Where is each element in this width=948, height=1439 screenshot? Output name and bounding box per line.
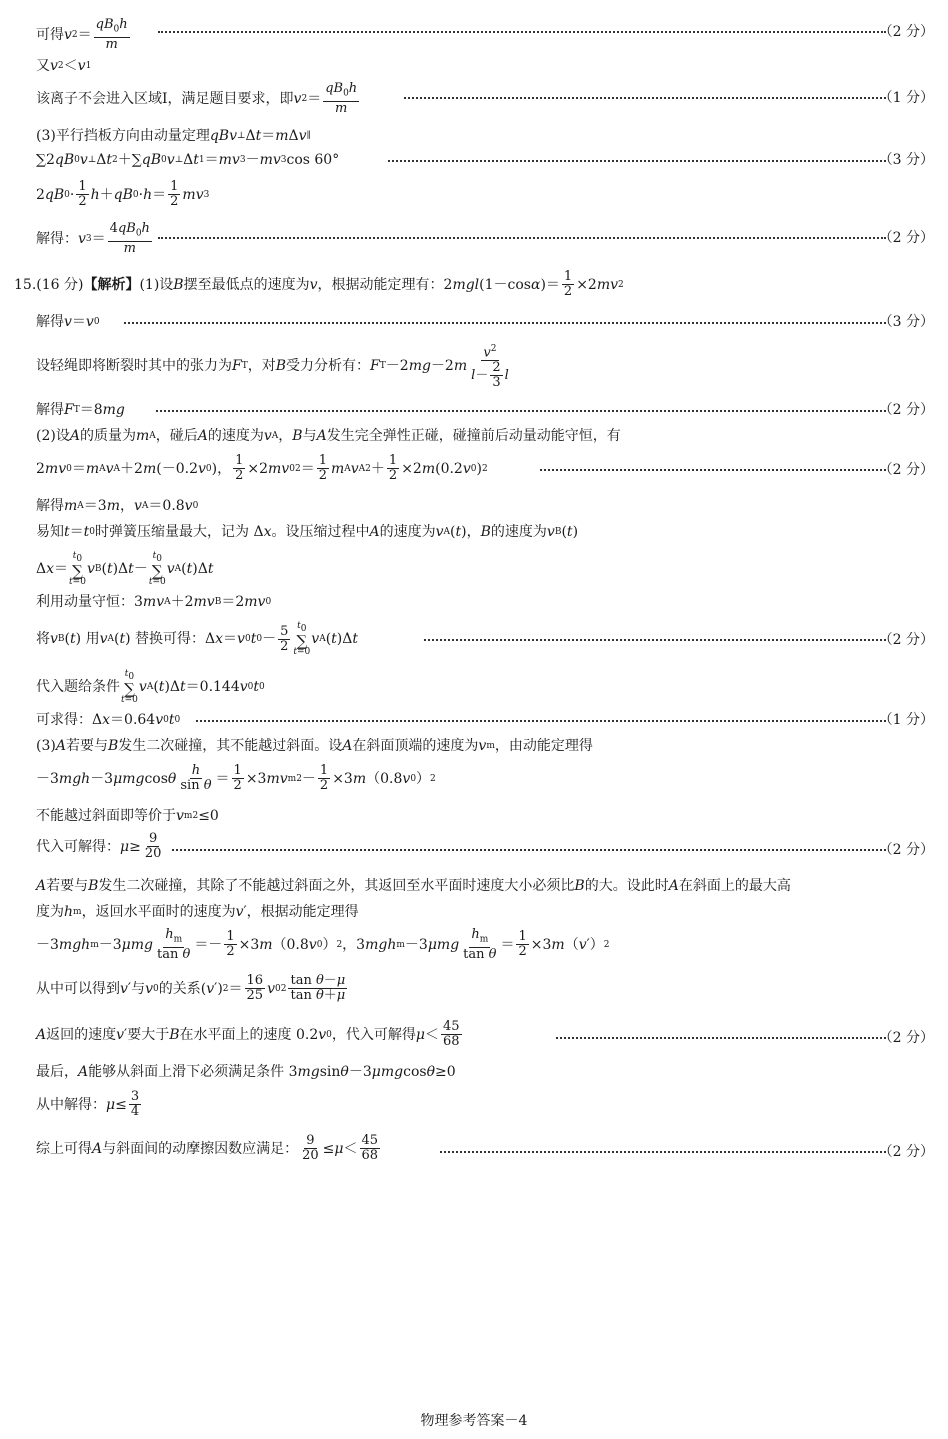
line-content: 15.(16 分) 【解析】 (1)设 B 摆至最低点的速度为 v ，根据动能定理有：2 mgl (1－cos α )＝ $\frac{1}{2}$ ×2 mv 2: [14, 269, 624, 299]
answer-line: [0, 1090, 948, 1126]
score-label: （2 分）: [878, 842, 934, 858]
answer-line: [0, 222, 948, 256]
line-content: 解得 v ＝ v 0: [36, 314, 100, 330]
line-content: 该离子不会进入区域Ⅰ，满足题目要求，即 v 2 ＝ $\frac{qB_0h}{m}$: [36, 81, 358, 116]
dot-leader: [540, 469, 886, 471]
line-content: A 返回的速度 v ′要大于 B 在水平面上的速度 0.2 v 0 ，代入可解得 μ ＜ $\frac{45}{68}$: [36, 1019, 460, 1049]
answer-line: [0, 18, 948, 52]
line-content: 解得 m A ＝3 m ， v A ＝0.8 v 0: [36, 498, 199, 514]
score-label: （2 分）: [878, 462, 934, 478]
line-content: 可求得：Δ x ＝0.64 v 0 t 0: [36, 712, 181, 728]
answer-line: [0, 342, 948, 392]
score-label: （2 分）: [878, 402, 934, 418]
line-content: 解得 F T ＝8 mg: [36, 402, 125, 418]
answer-line: [0, 1134, 948, 1170]
line-content: 从中可以得到 v ′与 v 0 的关系( v ′) 2 ＝ $\frac{16}{25}$ v 0 2 $\frac{\text{tan θ－μ}}{\text{tan θ＋μ}}$: [36, 973, 346, 1003]
score-label: （2 分）: [878, 1030, 934, 1046]
answer-line: [0, 454, 948, 488]
line-content: 易知 t ＝ t 0 时弹簧压缩量最大，记为 Δ x 。设压缩过程中 A 的速度为 v A ( t )， B 的速度为 v B ( t ): [36, 524, 579, 540]
dot-leader: [172, 849, 886, 851]
line-content: 度为 h m ，返回水平面时的速度为 v ′，根据动能定理得: [36, 904, 359, 920]
line-content: 2 mv 0 ＝ m A v A ＋2 m (－0.2 v 0 )， $\frac{1}{2}$ ×2 mv 0 2 ＝ $\frac{1}{2}$ m A v A 2 ＋ $\frac{1}{2}$ ×2 m (0.2 v 0 ) 2: [36, 453, 488, 483]
line-content: 可得 v 2 ＝ $\frac{qB_0h}{m}$: [36, 17, 128, 52]
answer-line: [0, 180, 948, 214]
answer-line: [0, 1020, 948, 1056]
dot-leader: [440, 1151, 886, 1153]
answer-line: [0, 764, 948, 800]
line-content: A 若要与 B 发生二次碰撞，其除了不能越过斜面之外，其返回至水平面时速度大小必须比 B 的大。设此时 A 在斜面上的最大高: [36, 878, 791, 894]
line-content: (3)平行挡板方向由动量定理 qBv ⊥ Δ t ＝ m Δ v ∥: [36, 128, 311, 144]
score-label: （3 分）: [878, 314, 934, 330]
answer-line: [0, 82, 948, 116]
answer-line: [0, 552, 948, 586]
answer-line: [0, 974, 948, 1010]
answer-line: [0, 622, 948, 658]
line-content: 2 qB 0 · $\frac{1}{2}$ h ＋ qB 0 · h ＝ $\frac{1}{2}$ mv 3: [36, 179, 210, 209]
answer-line: [0, 928, 948, 964]
line-content: 设轻绳即将断裂时其中的张力为 F T ，对 B 受力分析有： F T －2 mg －2 m $v^2$ l－ $\frac{2}{3}$ l: [36, 344, 509, 391]
line-content: Δ x ＝ $t_0$ ∑ t=0 v B ( t )Δ t － $t_0$ ∑ t=0 v A ( t )Δ t: [36, 551, 214, 587]
dot-leader: [556, 1037, 886, 1039]
dot-leader: [196, 720, 886, 722]
dot-leader: [404, 97, 886, 99]
line-content: ∑2 qB 0 v ⊥ Δ t 2 ＋∑ qB 0 v ⊥ Δ t 1 ＝ mv 3 － mv 3 cos 60°: [36, 152, 340, 168]
line-content: －3 mgh －3 μmg cos θ $\frac{h}{\text{sin θ}}$ ＝ $\frac{1}{2}$ ×3 mv m 2 － $\frac{1}{2}$ ×3 m （0.8 v 0 ） 2: [36, 763, 436, 793]
dot-leader: [424, 639, 886, 641]
score-label: （2 分）: [878, 230, 934, 246]
score-label: （1 分）: [878, 90, 934, 106]
answer-line: [0, 270, 948, 304]
line-content: 代入题给条件 $t_0$ ∑ t=0 v A ( t )Δ t ＝0.144 v 0 t 0: [36, 669, 265, 705]
score-label: （2 分）: [878, 632, 934, 648]
line-content: 代入可解得： μ ≥ $\frac{9}{20}$: [36, 831, 162, 861]
page-footer: 物理参考答案－4: [420, 1413, 528, 1429]
answer-line: [0, 670, 948, 706]
line-content: (2)设 A 的质量为 m A ，碰后 A 的速度为 v A ， B 与 A 发生完全弹性正碰，碰撞前后动量动能守恒，有: [36, 428, 621, 444]
dot-leader: [158, 237, 886, 239]
line-content: 又 v 2 ＜ v 1: [36, 58, 92, 74]
line-content: 利用动量守恒：3 mv A ＋2 mv B ＝2 mv 0: [36, 594, 272, 610]
dot-leader: [158, 31, 886, 33]
line-content: 从中解得： μ ≤ $\frac{3}{4}$: [36, 1089, 140, 1119]
score-label: （1 分）: [878, 712, 934, 728]
answer-line: [0, 832, 948, 868]
line-content: －3 mgh m －3 μmg $\frac{h_m}{\text{tan θ}}$ ＝－ $\frac{1}{2}$ ×3 m （0.8 v 0 ） 2 ，3 mgh m －3 μmg $\frac{h_m}{\text{tan θ}}$ ＝ $\frac{1}{2}$ ×3 m （ v ′） 2: [36, 927, 610, 962]
score-label: （3 分）: [878, 152, 934, 168]
line-content: (3) A 若要与 B 发生二次碰撞，其不能越过斜面。设 A 在斜面顶端的速度为 v m ，由动能定理得: [36, 738, 593, 754]
dot-leader: [124, 322, 886, 324]
line-content: 解得： v 3 ＝ $\frac{4qB_0h}{m}$: [36, 221, 150, 256]
line-content: 综上可得 A 与斜面间的动摩擦因数应满足： $\frac{9}{20}$ ≤ μ ＜ $\frac{45}{68}$: [36, 1133, 379, 1163]
dot-leader: [156, 410, 886, 412]
line-content: 最后， A 能够从斜面上滑下必须满足条件 3 mg sin θ －3 μmg cos θ ≥0: [36, 1064, 456, 1080]
dot-leader: [388, 160, 886, 162]
score-label: （2 分）: [878, 24, 934, 40]
score-label: （2 分）: [878, 1144, 934, 1160]
line-content: 不能越过斜面即等价于 v m 2 ≤0: [36, 808, 219, 824]
line-content: 将 v B ( t ) 用 v A ( t ) 替换可得：Δ x ＝ v 0 t 0 － $\frac{5}{2}$ $t_0$ ∑ t=0 v A ( t )Δ t: [36, 621, 359, 657]
